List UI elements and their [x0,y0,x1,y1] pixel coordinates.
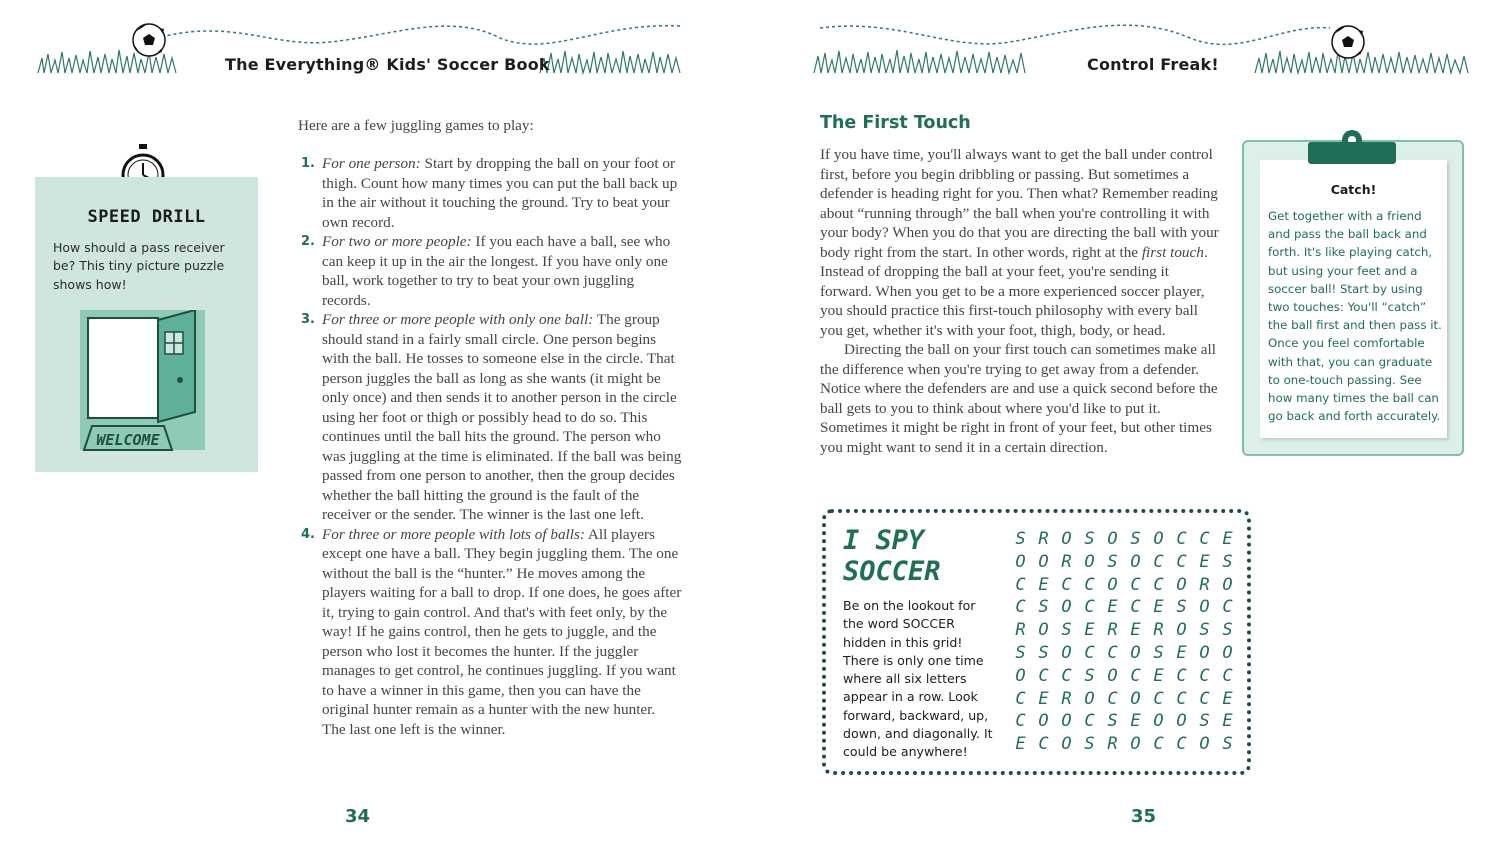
grid-letter: O [1084,688,1095,709]
grid-letter: C [1015,688,1026,709]
grid-letter: O [1061,711,1072,732]
grid-letter: R [1061,551,1072,572]
grid-letter: O [1107,529,1118,549]
list-item: 4. For three or more people with lots of balls: All players except one have a ball. They begin juggling them. The one without the ball is the “hunter.” He moves among the players waiting for a ball to drop. If one does, he goes after it, trying to gain control. And that's with feet only, by the way! If he gains control, then he gets to juggle, and the person who lost it becomes the hunter. If the juggler manages to get control, he continues juggling. If you want to have a winner in this game, then you can have the original hunter remain as a hunter with the new hunter. The last one left is the winner. [301,525,682,738]
grid-letter: E [1199,551,1210,572]
grid-letter: C [1015,574,1026,595]
grid-letter: O [1061,734,1072,755]
grid-letter: C [1015,711,1026,732]
grid-letter: C [1199,688,1210,709]
grid-letter: R [1153,620,1164,641]
grid-letter: R [1199,574,1210,595]
grid-letter: O [1084,551,1095,572]
left-header-title: The Everything® Kids' Soccer Book [225,55,550,74]
clipboard-paper [1260,160,1447,438]
grid-letter: C [1153,734,1164,755]
grid-letter: C [1084,574,1095,595]
section-title: The First Touch [820,113,971,133]
grid-letter: C [1038,665,1049,686]
grid-row [1009,666,1239,689]
grid-letter: C [1015,597,1026,618]
grid-letter: C [1084,642,1095,663]
grid-letter: O [1176,711,1187,732]
grid-letter: S [1038,597,1049,618]
grid-letter: S [1084,529,1095,549]
grid-letter: C [1130,665,1141,686]
grid-row [1009,689,1239,712]
grid-letter: E [1222,529,1233,549]
grid-letter: S [1015,642,1026,663]
grid-letter: S [1130,529,1141,549]
grid-letter: O [1061,597,1072,618]
grid-letter: O [1153,711,1164,732]
ispy-title-line1: I SPY [843,525,925,556]
speed-drill-sidebar [35,177,258,472]
sidebar-text: How should a pass receiver be? This tiny picture puzzle shows how! [53,240,225,292]
grid-letter: R [1107,734,1118,755]
catch-sidebar [1242,140,1464,456]
list-item: 2. For two or more people: If you each have a ball, see who can keep it up in the air the longest. If you have only one ball, work together to try to beat your own juggling records. [301,233,671,309]
grid-letter: C [1084,597,1095,618]
grid-letter: O [1130,734,1141,755]
grid-letter: O [1130,642,1141,663]
paragraph-2: Directing the ball on your first touch can sometimes make all the difference when you're trying to get away from a defender. Notice where the defenders are and use a quick second before the ball gets to you to think about where you'd like to put it. Sometimes it might be right in front of your feet, but other times you might want to send it in a certain direction. [820,341,1218,456]
grid-letter: O [1199,734,1210,755]
word-search-grid [1009,529,1239,757]
grid-letter: C [1176,529,1187,549]
grid-letter: E [1015,734,1026,755]
grid-letter: E [1038,574,1049,595]
grass-left [814,50,1025,73]
grid-letter: O [1199,597,1210,618]
grid-letter: C [1130,574,1141,595]
grid-letter: C [1199,529,1210,549]
left-page-number: 34 [345,806,371,827]
grid-row [1009,734,1239,757]
grid-letter: S [1199,620,1210,641]
grid-letter: C [1130,597,1141,618]
grid-letter: C [1061,665,1072,686]
i-spy-soccer-puzzle [822,509,1251,775]
grid-letter: O [1061,529,1072,549]
juggling-intro: Here are a few juggling games to play: [298,117,534,134]
grid-letter: E [1153,597,1164,618]
grid-row [1009,529,1239,552]
grid-letter: E [1130,620,1141,641]
grid-letter: S [1061,620,1072,641]
grid-letter: S [1015,529,1026,549]
grid-letter: O [1061,642,1072,663]
grid-letter: C [1199,665,1210,686]
grid-letter: C [1222,597,1233,618]
list-item: 1. For one person: Start by dropping the ball on your foot or thigh. Count how many times you can put the ball back up in the air without it touching the ground. Try to beat your own record. [301,155,678,231]
grid-letter: C [1061,574,1072,595]
grid-letter: S [1222,734,1233,755]
soccer-ball-icon [133,24,165,56]
grid-letter: C [1176,551,1187,572]
grid-letter: S [1199,711,1210,732]
sidebar-title: SPEED DRILL [87,207,206,227]
grid-row [1009,575,1239,598]
grid-letter: E [1222,688,1233,709]
grid-letter: C [1107,642,1118,663]
grid-letter: E [1038,688,1049,709]
grid-letter: E [1176,642,1187,663]
grid-row [1009,620,1239,643]
grid-letter: C [1084,711,1095,732]
grid-letter: O [1038,620,1049,641]
grid-letter: O [1107,665,1118,686]
clipboard-clip-icon [1308,128,1396,164]
grid-letter: E [1153,665,1164,686]
right-page-number: 35 [1131,806,1157,827]
grid-letter: C [1176,688,1187,709]
right-header-title: Control Freak! [1087,55,1219,74]
grid-letter: O [1130,551,1141,572]
grid-letter: O [1199,642,1210,663]
grid-letter: R [1061,688,1072,709]
grid-letter: O [1038,711,1049,732]
grid-letter: R [1015,620,1026,641]
grid-letter: C [1153,551,1164,572]
grid-letter: E [1130,711,1141,732]
grid-letter: O [1015,665,1026,686]
grid-letter: O [1153,529,1164,549]
catch-text: Get together with a friend and pass the ball back and forth. It's like playing catch, but using your feet and a soccer ball! Start by using two touches: You'll “catch” the ball first and then pass it. Once you feel comfortable with that, you can graduate to one-touch passing. See how many times the ball can go back and forth accurately. [1268,209,1442,424]
grid-letter: S [1084,665,1095,686]
grid-letter: E [1084,620,1095,641]
grid-row [1009,552,1239,575]
grid-letter: S [1107,711,1118,732]
grid-letter: C [1153,688,1164,709]
grid-letter: E [1222,711,1233,732]
grid-letter: S [1222,620,1233,641]
open-door-illustration [80,310,250,455]
grid-letter: C [1038,734,1049,755]
grid-letter: C [1176,665,1187,686]
grid-letter: R [1107,620,1118,641]
grid-letter: O [1222,642,1233,663]
grass-right [540,51,680,73]
grid-letter: S [1084,734,1095,755]
grid-letter: O [1176,574,1187,595]
grid-letter: E [1107,597,1118,618]
grid-letter: O [1222,574,1233,595]
grass-right [1255,51,1468,73]
first-touch-body [820,145,1223,457]
grid-letter: S [1222,551,1233,572]
grid-letter: O [1015,551,1026,572]
grid-row [1009,711,1239,734]
ispy-title-line2: SOCCER [843,556,941,587]
grid-letter: C [1176,734,1187,755]
catch-title: Catch! [1330,182,1377,197]
grid-letter: O [1130,688,1141,709]
grid-letter: S [1038,642,1049,663]
welcome-mat-text: WELCOME [96,431,160,449]
grid-letter: O [1107,574,1118,595]
grid-letter: O [1038,551,1049,572]
list-item: 3. For three or more people with only one ball: The group should stand in a fairly small circle. One person begins with the ball. He tosses to someone else in the circle. That person juggles the ball as long as she wants (it might be only once) and then sends it to another person in the circle using her foot or thigh or possibly head to do so. This continues until the ball hits the ground. The person who was juggling at the time is eliminated. If the ball was being passed from one person to another, then the group decides whether the ball hitting the ground is the fault of the receiver or the sender. The winner is the last one left. [301,311,682,523]
grid-letter: S [1107,551,1118,572]
ispy-instructions: Be on the lookout for the word SOCCER hidden in this grid! There is only one time where all six letters appear in a row. Look forward, backward, up, down, and diagonally. It could be anywhere! [843,598,993,760]
paragraph-1: If you have time, you'll always want to get the ball under control first, before you begin dribbling or passing. But sometimes a defender is heading right for you. Then what? Remember reading about “running through” the ball when you're controlling it with your body? When you do that you are directing the ball with your body right from the start. In other words, right at the first touch. Instead of dropping the ball at your feet, you're sending it forward. When you get to be a more experienced soccer player, you should practice this first-touch philosophy with every ball you get, whether it's with your foot, thigh, body, or head. [820,146,1219,339]
grid-letter: C [1222,665,1233,686]
soccer-ball-icon [1332,26,1364,58]
grid-letter: O [1176,620,1187,641]
grid-letter: S [1153,642,1164,663]
grid-letter: R [1038,529,1049,549]
juggling-games-list [298,154,682,739]
grid-letter: C [1107,688,1118,709]
grid-letter: C [1153,574,1164,595]
grid-row [1009,643,1239,666]
grid-letter: S [1176,597,1187,618]
grid-row [1009,597,1239,620]
